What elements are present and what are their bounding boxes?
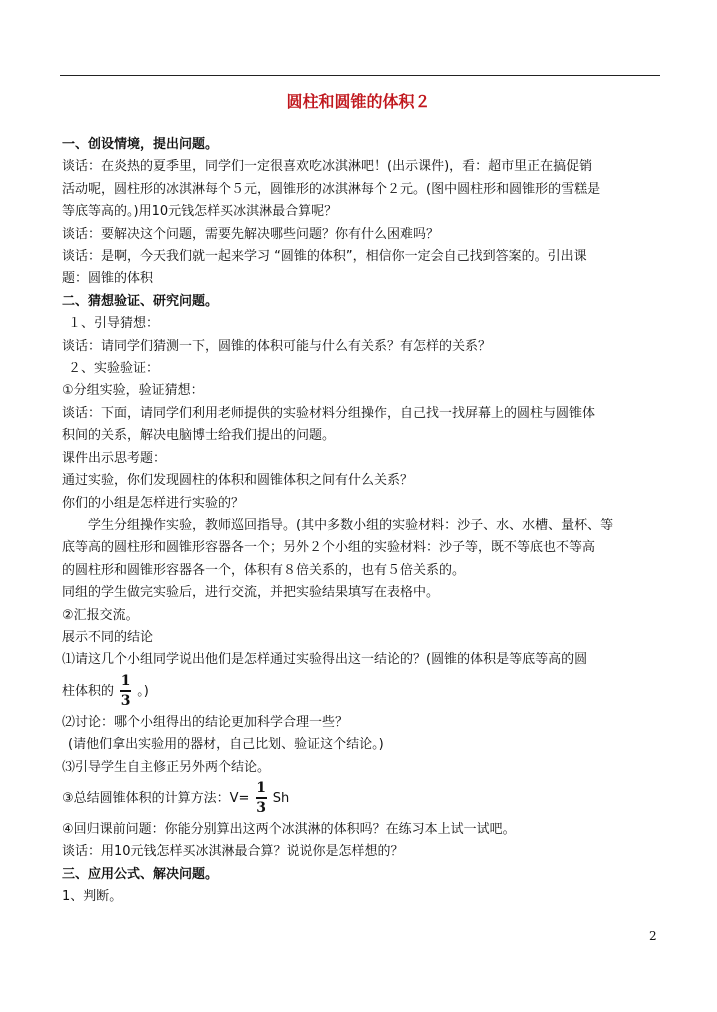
paragraph-line: ②汇报交流。	[62, 607, 139, 623]
fraction-line-tail: 。)	[137, 683, 149, 699]
section-heading-1: 一、创设情境，提出问题。	[62, 137, 219, 152]
paragraph-line: 通过实验，你们发现圆柱的体积和圆锥体积之间有什么关系？	[62, 473, 414, 489]
paragraph-line: 谈话：是啊，今天我们就一起来学习 “圆锥的体积”，相信你一定会自己找到答案的。引出课	[62, 249, 587, 265]
subheading-experiment: ２、实验验证：	[68, 361, 160, 377]
fraction-numerator: 1	[120, 673, 131, 690]
paragraph-line: 等底等高的。)用10元钱怎样买冰淇淋最合算呢？	[62, 204, 338, 220]
fraction-line-text: 柱体积的	[62, 683, 115, 699]
paragraph-line: 谈话：请同学们猜测一下，圆锥的体积可能与什么有关系？有怎样的关系？	[62, 338, 492, 354]
paragraph-line: ④回归课前问题：你能分别算出这两个冰淇淋的体积吗？在练习本上试一试吧。	[62, 821, 516, 837]
paragraph-line: 课件出示思考题：	[62, 450, 167, 466]
header-rule	[60, 75, 660, 76]
section-heading-2: 二、猜想验证、研究问题。	[62, 293, 219, 309]
paragraph-line: ⑵讨论：哪个小组得出的结论更加科学合理一些？	[62, 714, 349, 730]
section-heading-3: 三、应用公式、解决问题。	[62, 866, 219, 882]
paragraph-line: 活动呢，圆柱形的冰淇淋每个５元，圆锥形的冰淇淋每个２元。(图中圆柱形和圆锥形的雪糕是	[62, 181, 601, 197]
fraction-numerator: 1	[256, 780, 266, 797]
formula-fraction	[256, 781, 267, 815]
one-third-fraction	[120, 674, 131, 708]
formula-line	[62, 779, 662, 819]
paragraph-line: ⑶引导学生自主修正另外两个结论。	[62, 759, 271, 775]
formula-tail: Sh	[272, 790, 290, 806]
fraction-denominator: 3	[256, 800, 266, 817]
paragraph-line: 底等高的圆柱形和圆锥形容器各一个；另外２个小组的实验材料：沙子等，既不等底也不等高	[62, 540, 596, 556]
paragraph-line: 的圆柱形和圆锥形容器各一个，体积有８倍关系的，也有５倍关系的。	[62, 562, 466, 578]
fraction-bar	[120, 690, 131, 692]
page-number: 2	[649, 929, 657, 943]
paragraph-line: ①分组实验，验证猜想：	[62, 383, 204, 399]
paragraph-line: 同组的学生做完实验后，进行交流，并把实验结果填写在表格中。	[62, 585, 440, 601]
paragraph-line: (请他们拿出实验用的器材，自己比划、验证这个结论。)	[68, 737, 384, 753]
paragraph-line: 1、判断。	[62, 889, 123, 905]
paragraph-line: 你们的小组是怎样进行实验的？	[62, 495, 245, 511]
page-title: 圆柱和圆锥的体积２	[286, 92, 431, 111]
paragraph-line: 展示不同的结论	[62, 629, 154, 645]
body-text	[62, 134, 662, 909]
paragraph-line: 积间的关系，解决电脑博士给我们提出的问题。	[62, 428, 336, 444]
fraction-line	[62, 672, 662, 712]
paragraph-line: 谈话：在炎热的夏季里，同学们一定很喜欢吃冰淇淋吧！(出示课件)，看：超市里正在搞促销	[62, 159, 593, 175]
paragraph-line: 题：圆锥的体积	[62, 271, 154, 287]
formula-line-text: ③总结圆锥体积的计算方法：V=	[62, 790, 250, 806]
fraction-bar	[256, 797, 267, 799]
paragraph-line: 学生分组操作实验，教师巡回指导。(其中多数小组的实验材料：沙子、水、水槽、量杯、等	[88, 517, 614, 533]
paragraph-line: ⑴请这几个小组同学说出他们是怎样通过实验得出这一结论的？(圆锥的体积是等底等高的圆	[62, 652, 588, 668]
paragraph-line: 谈话：要解决这个问题，需要先解决哪些问题？你有什么困难吗？	[62, 226, 440, 242]
paragraph-line: 谈话：用10元钱怎样买冰淇淋最合算？说说你是怎样想的？	[62, 844, 404, 860]
fraction-denominator: 3	[120, 693, 131, 710]
paragraph-line: 谈话：下面，请同学们利用老师提供的实验材料分组操作，自己找一找屏幕上的圆柱与圆锥体	[62, 405, 596, 421]
subheading-guess: １、引导猜想：	[68, 316, 160, 332]
